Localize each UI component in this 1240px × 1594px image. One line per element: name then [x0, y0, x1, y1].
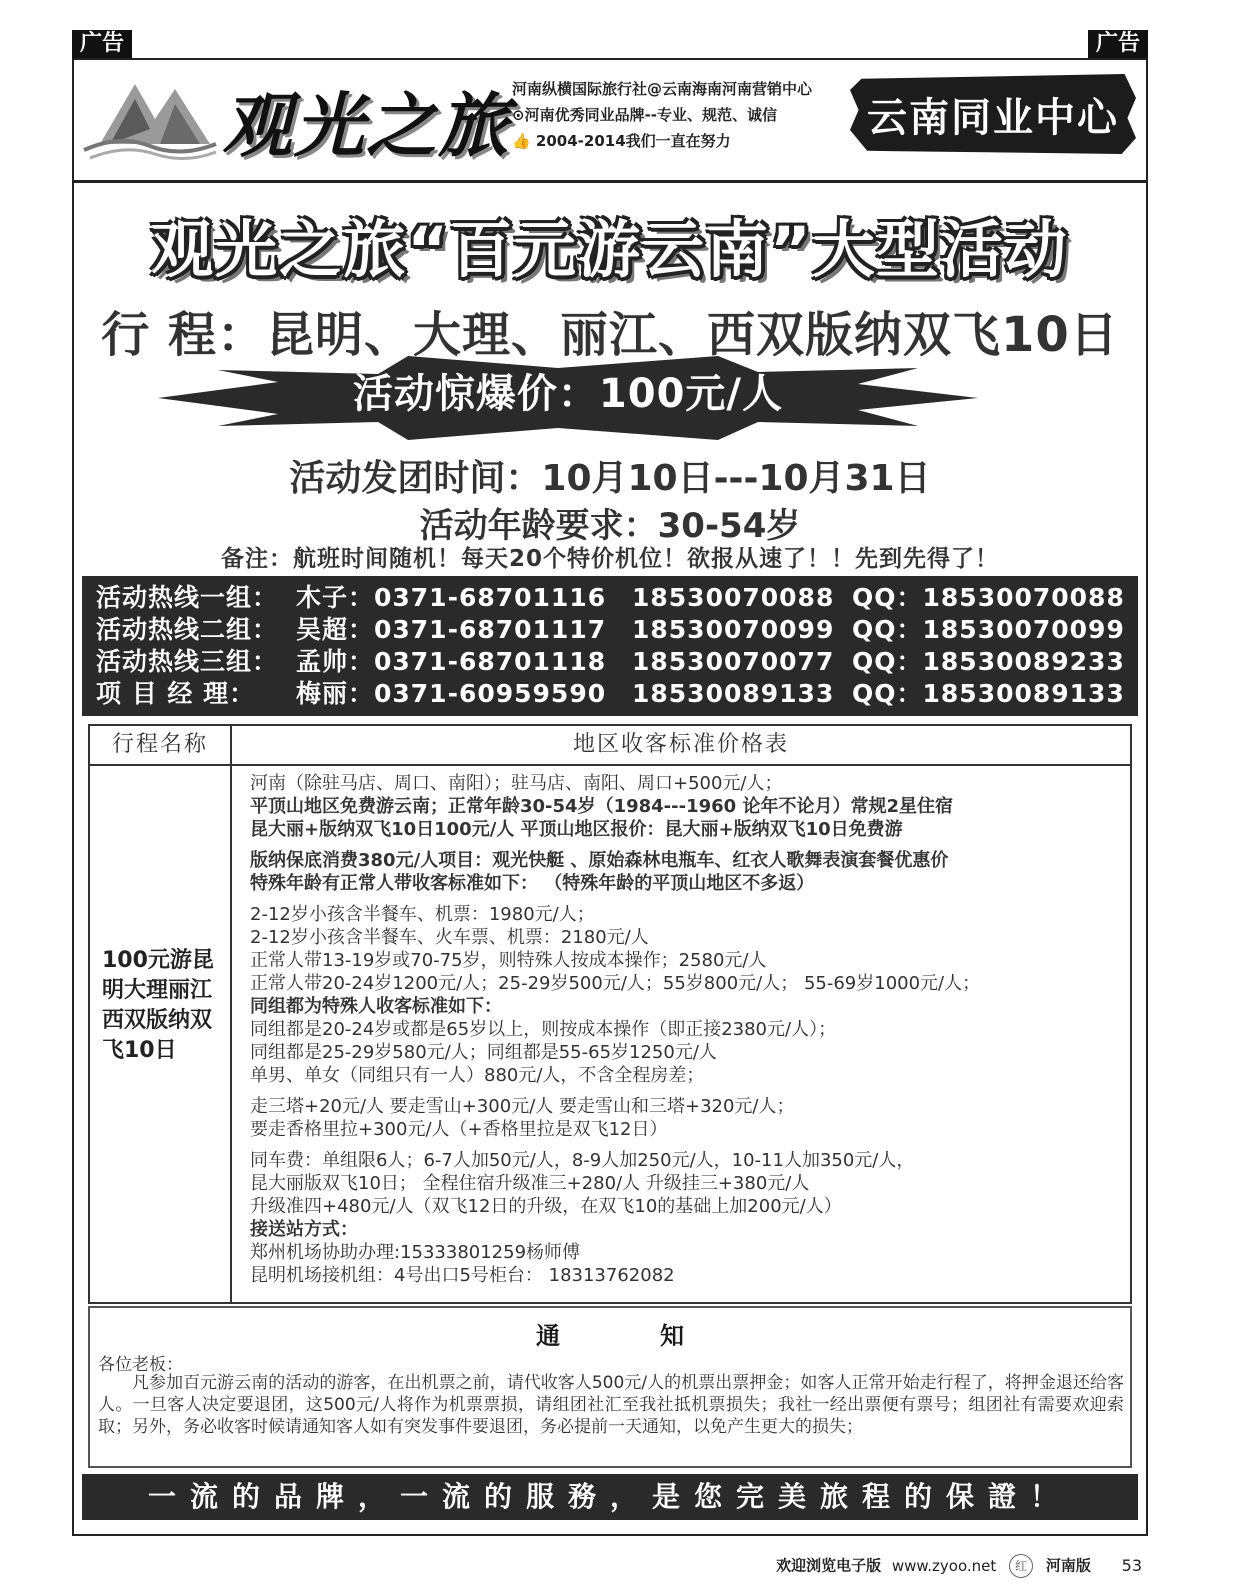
hotline-contact: 孟帅：0371-68701118 [296, 647, 607, 676]
hotline-contact: 梅丽：0371-60959590 [296, 679, 607, 708]
price-line: 河南（除驻马店、周口、南阳）；驻马店、南阳、周口+500元/人； [250, 773, 783, 794]
price-line: 同组都为特殊人收客标准如下： [250, 996, 502, 1017]
price-line: 昆大丽+版纳双飞10日100元/人 平顶山地区报价：昆大丽+版纳双飞10日免费游 [250, 819, 903, 840]
hotline-mobile: 18530070099 [632, 615, 835, 644]
header-info-line: ⊙河南优秀同业品牌--专业、规范、诚信 [512, 106, 778, 124]
notice-greeting: 各位老板： [98, 1355, 183, 1375]
price-line: 单男、单女（同组只有一人）880元/人，不含全程房差； [250, 1065, 705, 1086]
price-line: 特殊年龄有正常人带收客标准如下： （特殊年龄的平顶山地区不多返） [250, 873, 815, 894]
price-details [250, 772, 1130, 1287]
hotline-qq: QQ：18530070088 [852, 583, 1125, 612]
hotline-group: 项 目 经 理： [96, 679, 256, 708]
table-header-prices: 地区收客标准价格表 [232, 726, 1130, 766]
price-line: 要走香格里拉+300元/人（+香格里拉是双飞12日） [250, 1119, 668, 1140]
hotline-row [96, 678, 1138, 710]
thumbs-up-icon: 👍 [512, 132, 531, 150]
table-header-trip: 行程名称 [90, 726, 232, 766]
price-line: 版纳保底消费380元/人项目：观光快艇 、原始森林电瓶车、红衣人歌舞表演套餐优惠价 [250, 850, 949, 871]
center-badge [850, 74, 1136, 154]
hotline-qq: QQ：18530070099 [852, 615, 1125, 644]
promo-title: 观光之旅“百元游云南”大型活动 [151, 213, 1069, 286]
hotline-qq: QQ：18530089233 [852, 647, 1125, 676]
price-line: 昆大丽版双飞10日； 全程住宿升级准三+280/人 升级挂三+380元/人 [250, 1173, 810, 1194]
price-line: 同组都是20-24岁或都是65岁以上，则按成本操作（即正接2380元/人）； [250, 1019, 837, 1040]
route-line: 行 程：昆明、大理、丽江、西双版纳双飞10日 [101, 307, 1119, 363]
hotline-mobile: 18530070088 [632, 583, 835, 612]
price-line: 正常人带20-24岁1200元/人；25-29岁500元/人；55岁800元/人； 55-69岁1000元/人； [250, 973, 981, 994]
footer-site-text: 欢迎浏览电子版 [776, 1556, 882, 1575]
hotline-mobile: 18530089133 [632, 679, 835, 708]
footer-edition: 河南版 [1045, 1556, 1091, 1575]
footer-logo-mark: 红 [1009, 1554, 1033, 1578]
hotline-qq: QQ：18530089133 [852, 679, 1125, 708]
trip-name-cell [90, 766, 232, 1302]
hotline-contact: 木子：0371-68701116 [296, 583, 607, 612]
trip-name: 100元游昆明大理丽江西双版纳双飞10日 [102, 948, 214, 1063]
price-line: 郑州机场协助办理:15333801259杨师傅 [250, 1242, 581, 1263]
logo-title: 观光之旅 [222, 84, 510, 167]
departure-dates: 活动发团时间：10月10日---10月31日 [289, 458, 931, 499]
price-line: 平顶山地区免费游云南；正常年龄30-54岁（1984---1960 论年不论月）常规2星住宿 [250, 796, 953, 817]
price-line: 2-12岁小孩含半餐车、火车票、机票：2180元/人 [250, 927, 649, 948]
badge-text: 云南同业中心 [867, 95, 1119, 141]
header-info [512, 76, 812, 154]
hotline-mobile: 18530070077 [632, 647, 835, 676]
price-line: 正常人带13-19岁或70-75岁，则特殊人按成本操作；2580元/人 [250, 950, 767, 971]
header [74, 60, 1146, 183]
price-text: 活动惊爆价：100元/人 [352, 371, 784, 417]
hotline-group: 活动热线二组： [96, 615, 279, 644]
price-line: 同车费：单组限6人；6-7人加50元/人，8-9人加250元/人，10-11人加350元/人， [250, 1150, 915, 1171]
price-line: 同组都是25-29岁580元/人；同组都是55-65岁1250元/人 [250, 1042, 717, 1063]
hotline-group: 活动热线三组： [96, 647, 279, 676]
age-requirement: 活动年龄要求：30-54岁 [419, 506, 801, 546]
ad-tag-right: 广告 [1088, 30, 1148, 58]
page-footer [776, 1554, 1142, 1578]
header-info-line [512, 128, 812, 154]
advertisement-frame [72, 58, 1148, 1536]
price-line: 昆明机场接机组：4号出口5号柜台： 18313762082 [250, 1265, 675, 1286]
page-number: 53 [1121, 1555, 1142, 1575]
remark-line: 备注：航班时间随机！每天20个特价机位！欲报从速了！！先到先得了！ [220, 546, 999, 572]
price-line: 升级准四+480元/人（双飞12日的升级，在双飞10的基础上加200元/人） [250, 1196, 842, 1217]
hotline-row [96, 646, 1138, 678]
notice-title: 通知 [536, 1322, 784, 1350]
hotline-row [96, 614, 1138, 646]
slogan-bar: 一流的品牌，一流的服務，是您完美旅程的保證！ [82, 1474, 1138, 1520]
notice-body: 凡参加百元游云南的活动的游客，在出机票之前，请代收客人500元/人的机票出票押金；如客人正常开始走行程了，将押金退还给客人。一旦客人决定要退团，这500元/人将作为机票票损，请组团社汇至我社抵机票损失；我社一经出票便有票号；组团社有需要欢迎索取；另外，务必收客时候请通知客人如有突发事件要退团，务必提前一天通知，以免产生更大的损失； [98, 1373, 1124, 1437]
footer-url[interactable]: www.zyoo.net [891, 1556, 997, 1575]
hotline-contact: 吴超：0371-68701117 [296, 615, 607, 644]
header-info-line: 河南纵横国际旅行社@云南海南河南营销中心 [512, 80, 813, 98]
header-info-text: 2004-2014我们一直在努力 [535, 132, 731, 150]
price-line: 接送站方式： [250, 1219, 358, 1240]
hotline-group: 活动热线一组： [96, 583, 279, 612]
price-line: 走三塔+20元/人 要走雪山+300元/人 要走雪山和三塔+320元/人； [250, 1096, 795, 1117]
hotline-row [96, 582, 1138, 614]
price-line: 2-12岁小孩含半餐车、机票：1980元/人； [250, 904, 595, 925]
mountain-logo-icon [80, 74, 220, 164]
hotline-panel [82, 576, 1138, 716]
notice-box [88, 1306, 1132, 1468]
ad-tag-left: 广告 [72, 30, 132, 58]
price-table [88, 724, 1132, 1304]
